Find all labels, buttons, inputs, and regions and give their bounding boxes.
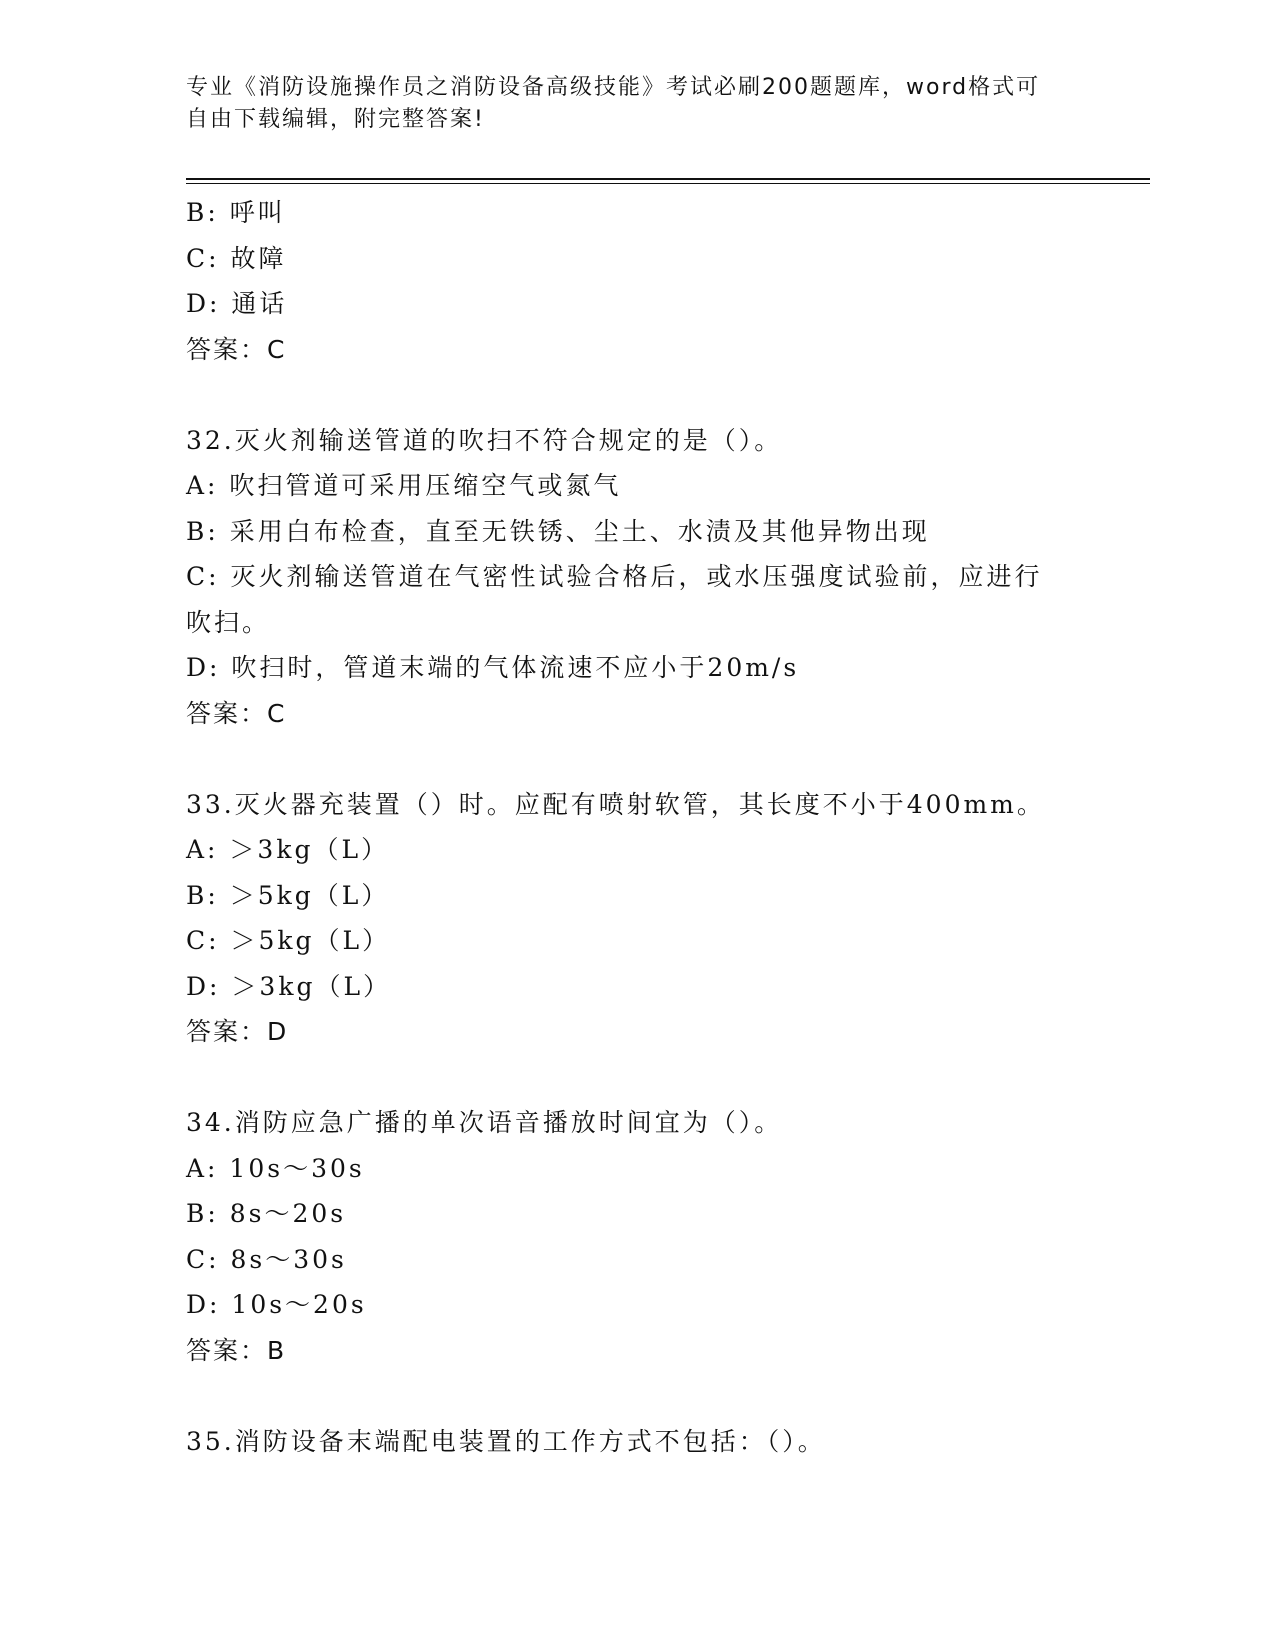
question-31-tail: [186, 190, 1086, 372]
option-c: C: 故障: [186, 243, 287, 273]
option-a: A: ＞3kg（L）: [186, 835, 390, 864]
header-rule-thick: [186, 178, 1150, 180]
header-line-1: 专业《消防设施操作员之消防设备高级技能》考试必刷200题题库，word格式可: [186, 75, 1041, 100]
option-d: D: 吹扫时，管道末端的气体流速不应小于20m/s: [186, 653, 800, 682]
answer: 答案：C: [186, 334, 287, 364]
option-a: A: 10s～30s: [186, 1153, 365, 1183]
option-a: A: 吹扫管道可采用压缩空气或氮气: [186, 471, 622, 500]
option-d: D: ＞3kg（L）: [186, 971, 392, 1001]
question-35: [186, 1419, 1086, 1465]
spacer: [186, 736, 1086, 782]
answer: 答案：B: [186, 1335, 287, 1365]
option-c: C: 灭火剂输送管道在气密性试验合格后，或水压强度试验前，应进行: [186, 562, 1043, 591]
option-d: D: 10s～20s: [186, 1290, 367, 1319]
header-line-2: 自由下载编辑，附完整答案!: [186, 107, 485, 132]
answer: 答案：C: [186, 698, 287, 728]
option-d: D: 通话: [186, 289, 288, 318]
spacer: [186, 1373, 1086, 1419]
question-stem: 34.消防应急广播的单次语音播放时间宜为（）。: [186, 1108, 783, 1137]
question-32: [186, 418, 1086, 737]
option-c: C: 8s～30s: [186, 1244, 347, 1274]
question-33: [186, 782, 1086, 1055]
option-b: B: ＞5kg（L）: [186, 880, 390, 910]
option-c-continued: 吹扫。: [186, 607, 271, 637]
question-list: [186, 190, 1086, 1464]
option-b: B: 呼叫: [186, 198, 286, 227]
question-stem: 32.灭火剂输送管道的吹扫不符合规定的是（）。: [186, 425, 783, 455]
option-c: C: ＞5kg（L）: [186, 926, 391, 955]
spacer: [186, 372, 1086, 418]
document-header: [186, 72, 1066, 136]
option-b: B: 8s～20s: [186, 1199, 347, 1228]
header-rule-thin: [186, 183, 1150, 184]
question-stem: 33.灭火器充装置（）时。应配有喷射软管，其长度不小于400mm。: [186, 789, 1045, 819]
answer: 答案：D: [186, 1017, 289, 1046]
question-stem: 35.消防设备末端配电装置的工作方式不包括：（）。: [186, 1426, 826, 1456]
option-b: B: 采用白布检查，直至无铁锈、尘土、水渍及其他异物出现: [186, 516, 930, 546]
spacer: [186, 1055, 1086, 1101]
question-34: [186, 1100, 1086, 1373]
